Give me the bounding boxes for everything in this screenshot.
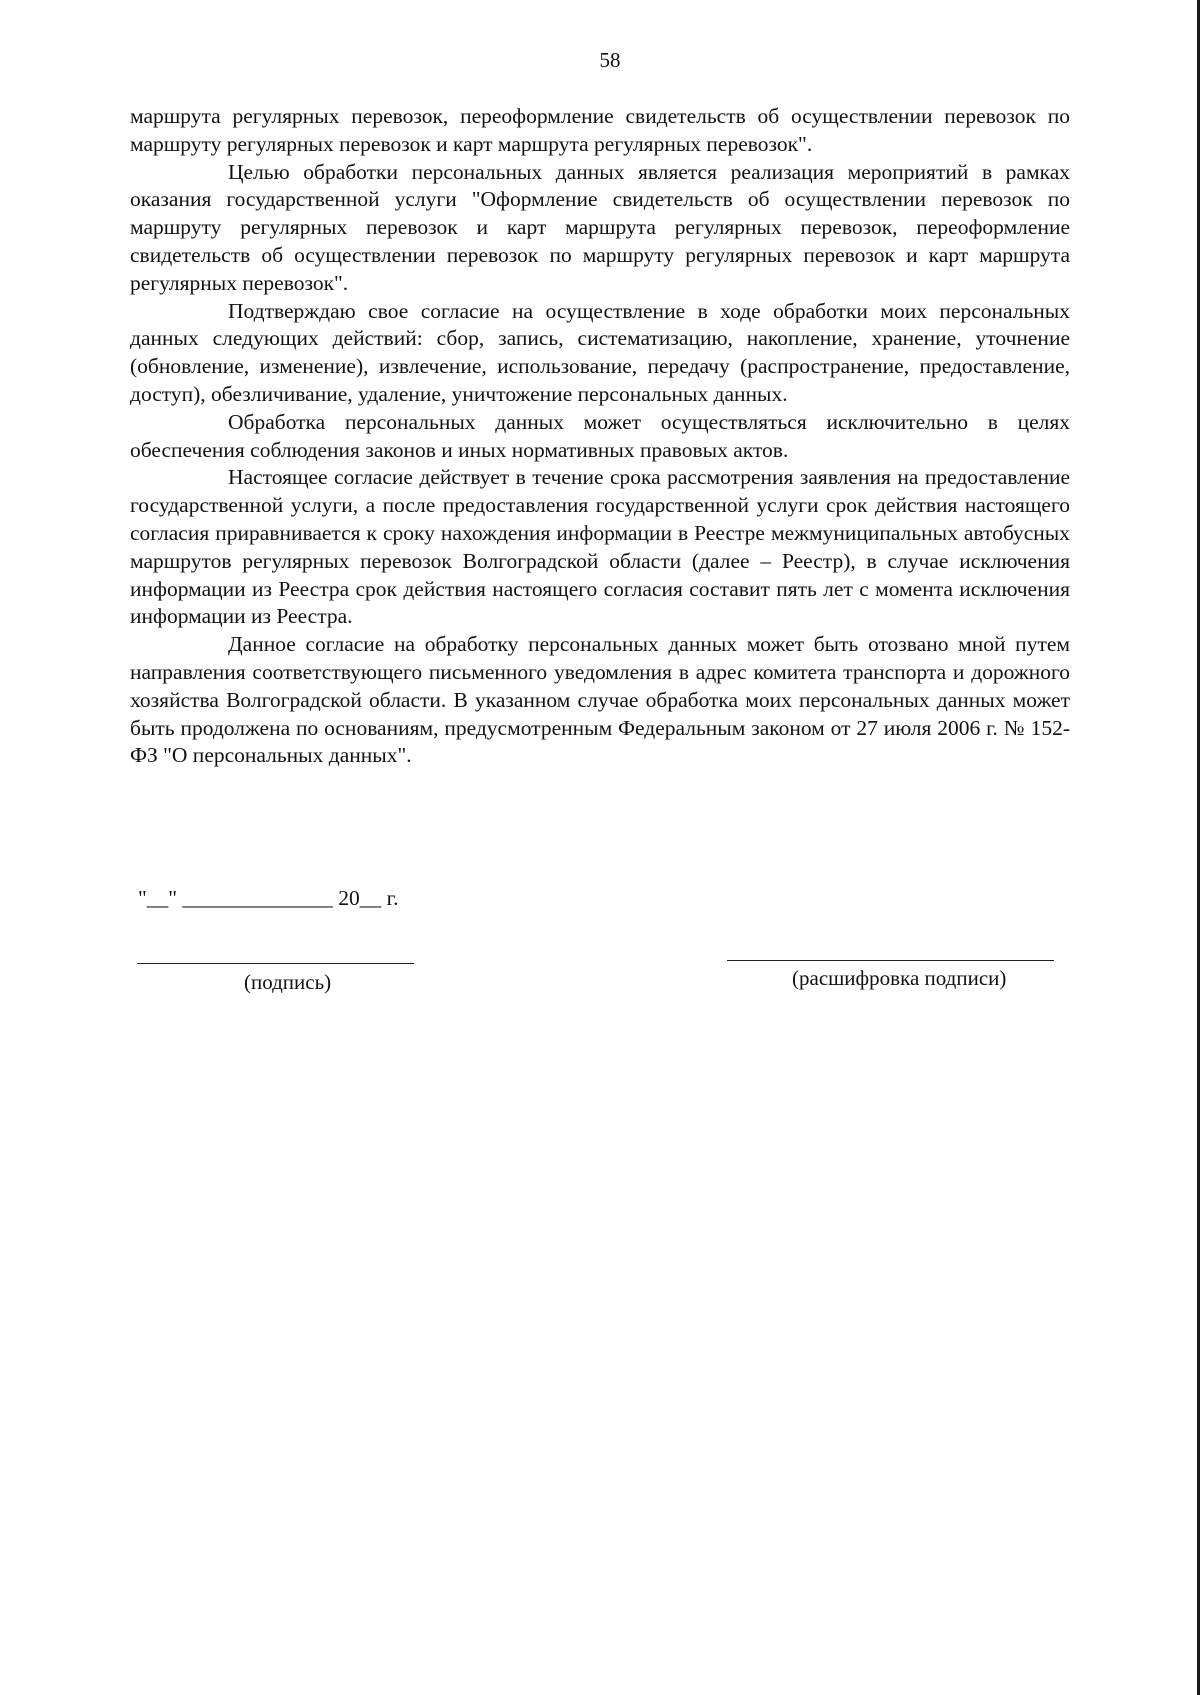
document-body [130, 103, 1070, 770]
signature-caption: (подпись) [244, 970, 332, 994]
signature-line [137, 963, 414, 964]
signature-decoding-line [727, 960, 1054, 961]
paragraph-6: Данное согласие на обработку персональных данных может быть отозвано мной путем направления соответствующего письменного уведомления в адрес комитета транспорта и дорожного хозяйства Волгоградской области. В указанном случае обработка моих персональных данных может быть продолжена по основаниям, предусмотренным Федеральным законом от 27 июля 2006 г. № 152-ФЗ "О персональных данных". [130, 632, 1070, 768]
paragraph-5: Настоящее согласие действует в течение срока рассмотрения заявления на предоставление государственной услуги, а после предоставления государственной услуги срок действия настоящего согласия приравнивается к сроку нахождения информации в Реестре межмуниципальных автобусных маршрутов регулярных перевозок Волгоградской области (далее – Реестр), в случае исключения информации из Реестра срок действия настоящего согласия составит пять лет с момента исключения информации из Реестра. [130, 465, 1070, 629]
page-number: 58 [599, 48, 621, 72]
paragraph-1: маршрута регулярных перевозок, переоформление свидетельств об осуществлении перевозок по маршруту регулярных перевозок и карт маршрута регулярных перевозок". [130, 104, 1070, 156]
signature-decoding-caption: (расшифровка подписи) [792, 966, 1007, 990]
paragraph-2: Целью обработки персональных данных является реализация мероприятий в рамках оказания государственной услуги "Оформление свидетельств об осуществлении перевозок по маршруту регулярных перевозок и карт маршрута регулярных перевозок, переоформление свидетельств об осуществлении перевозок по маршруту регулярных перевозок и карт маршрута регулярных перевозок". [130, 159, 1070, 295]
date-line: "__" ______________ 20__ г. [138, 886, 399, 910]
paragraph-3: Подтверждаю свое согласие на осуществление в ходе обработки моих персональных данных следующих действий: сбор, запись, систематизацию, накопление, хранение, уточнение (обновление, изменение), извлечение, использование, передачу (распространение, предоставление, доступ), обезличивание, удаление, уничтожение персональных данных. [130, 298, 1070, 406]
paragraph-4: Обработка персональных данных может осуществляться исключительно в целях обеспечения соблюдения законов и иных нормативных правовых актов. [130, 409, 1070, 462]
